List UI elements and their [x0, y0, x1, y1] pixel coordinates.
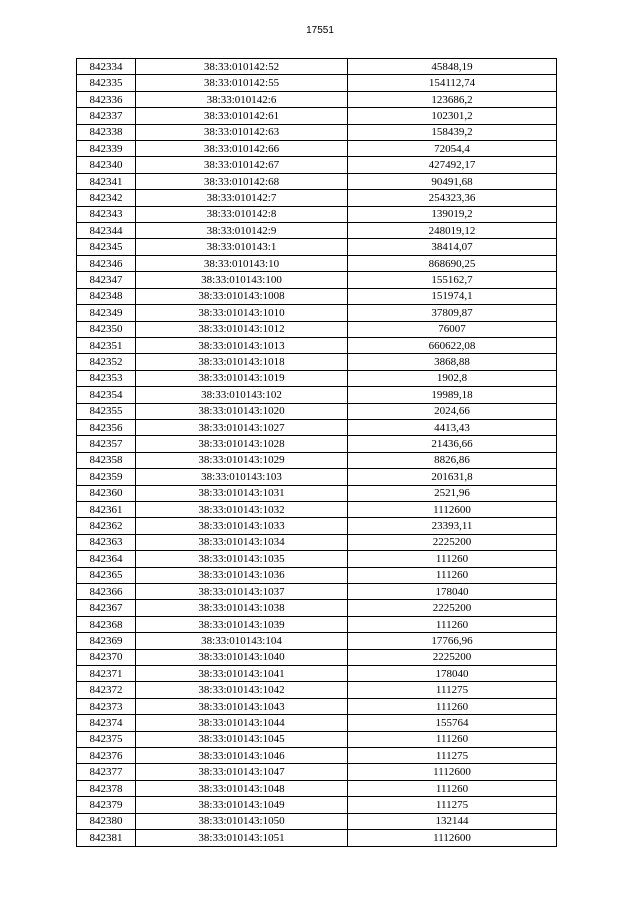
row-number-cell: 842366	[77, 584, 136, 600]
row-number-cell: 842359	[77, 469, 136, 485]
value-cell: 37809,87	[348, 305, 557, 321]
row-number-cell: 842341	[77, 173, 136, 189]
row-number-cell: 842339	[77, 141, 136, 157]
row-number-cell: 842342	[77, 190, 136, 206]
data-table	[76, 58, 557, 847]
row-number-cell: 842334	[77, 59, 136, 75]
value-cell: 111275	[348, 748, 557, 764]
table-row	[77, 797, 557, 813]
row-number-cell: 842348	[77, 288, 136, 304]
table-row	[77, 567, 557, 583]
value-cell: 178040	[348, 584, 557, 600]
page-number: 17551	[306, 25, 334, 36]
cadastral-number-cell: 38:33:010142:9	[136, 223, 348, 239]
row-number-cell: 842354	[77, 387, 136, 403]
value-cell: 660622,08	[348, 337, 557, 353]
value-cell: 151974,1	[348, 288, 557, 304]
row-number-cell: 842378	[77, 780, 136, 796]
cadastral-number-cell: 38:33:010143:1046	[136, 748, 348, 764]
value-cell: 2521,96	[348, 485, 557, 501]
cadastral-number-cell: 38:33:010143:1032	[136, 501, 348, 517]
cadastral-number-cell: 38:33:010143:1044	[136, 715, 348, 731]
cadastral-number-cell: 38:33:010143:1041	[136, 666, 348, 682]
row-number-cell: 842361	[77, 501, 136, 517]
cadastral-number-cell: 38:33:010143:1012	[136, 321, 348, 337]
cadastral-number-cell: 38:33:010143:1033	[136, 518, 348, 534]
table-row	[77, 584, 557, 600]
cadastral-number-cell: 38:33:010143:1008	[136, 288, 348, 304]
row-number-cell: 842357	[77, 436, 136, 452]
value-cell: 111260	[348, 616, 557, 632]
row-number-cell: 842362	[77, 518, 136, 534]
table-row	[77, 780, 557, 796]
table-row	[77, 59, 557, 75]
cadastral-number-cell: 38:33:010143:104	[136, 633, 348, 649]
value-cell: 1112600	[348, 501, 557, 517]
cadastral-number-cell: 38:33:010142:67	[136, 157, 348, 173]
row-number-cell: 842338	[77, 124, 136, 140]
cadastral-number-cell: 38:33:010143:1050	[136, 813, 348, 829]
row-number-cell: 842352	[77, 354, 136, 370]
row-number-cell: 842349	[77, 305, 136, 321]
row-number-cell: 842343	[77, 206, 136, 222]
cadastral-number-cell: 38:33:010143:1013	[136, 337, 348, 353]
cadastral-number-cell: 38:33:010143:1027	[136, 419, 348, 435]
table-row	[77, 715, 557, 731]
cadastral-number-cell: 38:33:010143:102	[136, 387, 348, 403]
table-row	[77, 501, 557, 517]
row-number-cell: 842371	[77, 666, 136, 682]
row-number-cell: 842345	[77, 239, 136, 255]
cadastral-number-cell: 38:33:010142:66	[136, 141, 348, 157]
row-number-cell: 842353	[77, 370, 136, 386]
table-row	[77, 469, 557, 485]
row-number-cell: 842337	[77, 108, 136, 124]
table-row	[77, 370, 557, 386]
table-row	[77, 173, 557, 189]
cadastral-number-cell: 38:33:010142:7	[136, 190, 348, 206]
value-cell: 1112600	[348, 830, 557, 846]
row-number-cell: 842344	[77, 223, 136, 239]
row-number-cell: 842346	[77, 255, 136, 271]
table-row	[77, 600, 557, 616]
cadastral-number-cell: 38:33:010142:61	[136, 108, 348, 124]
value-cell: 2024,66	[348, 403, 557, 419]
cadastral-number-cell: 38:33:010143:1051	[136, 830, 348, 846]
table-row	[77, 731, 557, 747]
cadastral-number-cell: 38:33:010143:1034	[136, 534, 348, 550]
table-row	[77, 485, 557, 501]
table-row	[77, 633, 557, 649]
table-row	[77, 616, 557, 632]
cadastral-number-cell: 38:33:010143:1043	[136, 698, 348, 714]
value-cell: 3868,88	[348, 354, 557, 370]
value-cell: 23393,11	[348, 518, 557, 534]
value-cell: 4413,43	[348, 419, 557, 435]
value-cell: 1112600	[348, 764, 557, 780]
cadastral-number-cell: 38:33:010143:1018	[136, 354, 348, 370]
row-number-cell: 842358	[77, 452, 136, 468]
cadastral-number-cell: 38:33:010143:1036	[136, 567, 348, 583]
table-row	[77, 666, 557, 682]
row-number-cell: 842368	[77, 616, 136, 632]
row-number-cell: 842350	[77, 321, 136, 337]
table-row	[77, 387, 557, 403]
table-row	[77, 698, 557, 714]
table-row	[77, 813, 557, 829]
value-cell: 154112,74	[348, 75, 557, 91]
row-number-cell: 842380	[77, 813, 136, 829]
row-number-cell: 842360	[77, 485, 136, 501]
table-row	[77, 272, 557, 288]
table-row	[77, 288, 557, 304]
table-row	[77, 239, 557, 255]
cadastral-number-cell: 38:33:010143:1019	[136, 370, 348, 386]
table-row	[77, 157, 557, 173]
table-row	[77, 682, 557, 698]
value-cell: 248019,12	[348, 223, 557, 239]
row-number-cell: 842373	[77, 698, 136, 714]
cadastral-number-cell: 38:33:010143:1047	[136, 764, 348, 780]
row-number-cell: 842347	[77, 272, 136, 288]
row-number-cell: 842335	[77, 75, 136, 91]
row-number-cell: 842364	[77, 551, 136, 567]
cadastral-number-cell: 38:33:010143:1037	[136, 584, 348, 600]
value-cell: 102301,2	[348, 108, 557, 124]
table-row	[77, 551, 557, 567]
row-number-cell: 842365	[77, 567, 136, 583]
cadastral-number-cell: 38:33:010143:1010	[136, 305, 348, 321]
value-cell: 111275	[348, 797, 557, 813]
table-row	[77, 354, 557, 370]
value-cell: 254323,36	[348, 190, 557, 206]
value-cell: 8826,86	[348, 452, 557, 468]
row-number-cell: 842370	[77, 649, 136, 665]
value-cell: 868690,25	[348, 255, 557, 271]
cadastral-number-cell: 38:33:010143:100	[136, 272, 348, 288]
row-number-cell: 842381	[77, 830, 136, 846]
cadastral-number-cell: 38:33:010143:1048	[136, 780, 348, 796]
value-cell: 17766,96	[348, 633, 557, 649]
value-cell: 178040	[348, 666, 557, 682]
value-cell: 111260	[348, 567, 557, 583]
cadastral-number-cell: 38:33:010142:52	[136, 59, 348, 75]
row-number-cell: 842379	[77, 797, 136, 813]
cadastral-number-cell: 38:33:010143:1031	[136, 485, 348, 501]
value-cell: 111260	[348, 698, 557, 714]
table-row	[77, 305, 557, 321]
value-cell: 111275	[348, 682, 557, 698]
cadastral-number-cell: 38:33:010142:63	[136, 124, 348, 140]
cadastral-number-cell: 38:33:010143:1038	[136, 600, 348, 616]
cadastral-number-cell: 38:33:010142:8	[136, 206, 348, 222]
cadastral-number-cell: 38:33:010143:1042	[136, 682, 348, 698]
value-cell: 90491,68	[348, 173, 557, 189]
value-cell: 1902,8	[348, 370, 557, 386]
cadastral-number-cell: 38:33:010142:6	[136, 91, 348, 107]
table-row	[77, 255, 557, 271]
table-row	[77, 534, 557, 550]
cadastral-number-cell: 38:33:010143:1020	[136, 403, 348, 419]
value-cell: 2225200	[348, 600, 557, 616]
row-number-cell: 842340	[77, 157, 136, 173]
value-cell: 111260	[348, 731, 557, 747]
table-row	[77, 452, 557, 468]
value-cell: 132144	[348, 813, 557, 829]
cadastral-number-cell: 38:33:010142:55	[136, 75, 348, 91]
value-cell: 427492,17	[348, 157, 557, 173]
row-number-cell: 842363	[77, 534, 136, 550]
cadastral-number-cell: 38:33:010143:1049	[136, 797, 348, 813]
value-cell: 38414,07	[348, 239, 557, 255]
cadastral-number-cell: 38:33:010143:1	[136, 239, 348, 255]
table-row	[77, 403, 557, 419]
table-body	[77, 59, 557, 847]
row-number-cell: 842369	[77, 633, 136, 649]
row-number-cell: 842355	[77, 403, 136, 419]
cadastral-number-cell: 38:33:010143:1039	[136, 616, 348, 632]
cadastral-number-cell: 38:33:010143:1035	[136, 551, 348, 567]
row-number-cell: 842351	[77, 337, 136, 353]
value-cell: 2225200	[348, 649, 557, 665]
table-row	[77, 436, 557, 452]
table-row	[77, 223, 557, 239]
value-cell: 45848,19	[348, 59, 557, 75]
value-cell: 21436,66	[348, 436, 557, 452]
value-cell: 155764	[348, 715, 557, 731]
value-cell: 111260	[348, 551, 557, 567]
value-cell: 123686,2	[348, 91, 557, 107]
table-row	[77, 124, 557, 140]
table-row	[77, 141, 557, 157]
table-row	[77, 419, 557, 435]
value-cell: 158439,2	[348, 124, 557, 140]
value-cell: 201631,8	[348, 469, 557, 485]
value-cell: 2225200	[348, 534, 557, 550]
cadastral-number-cell: 38:33:010143:1029	[136, 452, 348, 468]
table-row	[77, 649, 557, 665]
table-row	[77, 75, 557, 91]
table-row	[77, 764, 557, 780]
row-number-cell: 842356	[77, 419, 136, 435]
row-number-cell: 842336	[77, 91, 136, 107]
table-row	[77, 206, 557, 222]
cadastral-number-cell: 38:33:010143:1028	[136, 436, 348, 452]
value-cell: 139019,2	[348, 206, 557, 222]
cadastral-number-cell: 38:33:010143:1040	[136, 649, 348, 665]
table-row	[77, 108, 557, 124]
row-number-cell: 842367	[77, 600, 136, 616]
row-number-cell: 842372	[77, 682, 136, 698]
table-row	[77, 518, 557, 534]
row-number-cell: 842374	[77, 715, 136, 731]
cadastral-number-cell: 38:33:010143:1045	[136, 731, 348, 747]
value-cell: 111260	[348, 780, 557, 796]
table-row	[77, 190, 557, 206]
value-cell: 19989,18	[348, 387, 557, 403]
row-number-cell: 842376	[77, 748, 136, 764]
value-cell: 76007	[348, 321, 557, 337]
cadastral-number-cell: 38:33:010143:103	[136, 469, 348, 485]
table-row	[77, 91, 557, 107]
cadastral-number-cell: 38:33:010142:68	[136, 173, 348, 189]
value-cell: 72054,4	[348, 141, 557, 157]
table-row	[77, 337, 557, 353]
row-number-cell: 842375	[77, 731, 136, 747]
value-cell: 155162,7	[348, 272, 557, 288]
table-row	[77, 321, 557, 337]
cadastral-number-cell: 38:33:010143:10	[136, 255, 348, 271]
table-row	[77, 830, 557, 846]
table-row	[77, 748, 557, 764]
row-number-cell: 842377	[77, 764, 136, 780]
